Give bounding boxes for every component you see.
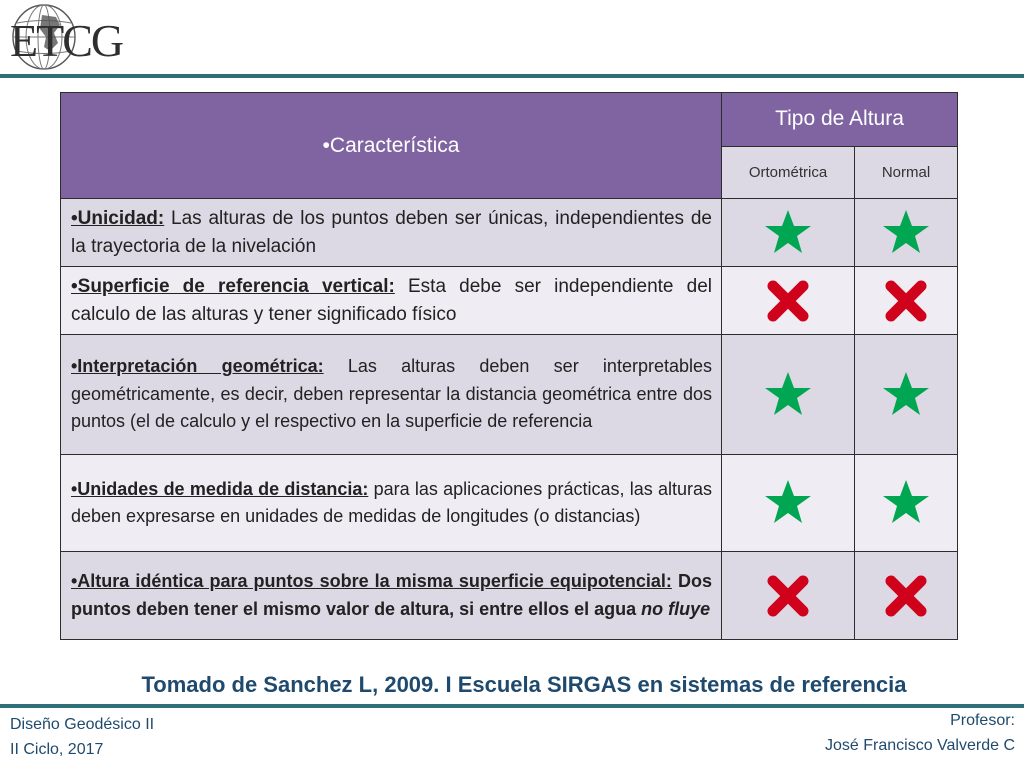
- row-description: [61, 552, 722, 640]
- row-description: [61, 267, 722, 335]
- cross-icon: [765, 278, 811, 324]
- footer-course-info: [10, 712, 154, 762]
- row-term: •Superficie de referencia vertical:: [71, 276, 395, 297]
- star-icon: [881, 208, 931, 258]
- cross-icon: [883, 278, 929, 324]
- row-term: •Unicidad:: [71, 208, 165, 229]
- table-row: [61, 552, 958, 640]
- cell-normal: [855, 335, 958, 455]
- footer-professor: [825, 708, 1015, 758]
- row-description: [61, 455, 722, 552]
- cell-orthometric: [722, 199, 855, 267]
- star-icon: [881, 370, 931, 420]
- cell-orthometric: [722, 455, 855, 552]
- course-name: Diseño Geodésico II: [10, 716, 155, 733]
- etcg-logo: [4, 3, 124, 71]
- row-text: Las alturas deben ser interpretables geométricamente, es decir, deben representar la distancia geométrica entre dos puntos (el de calculo y el respectivo en la superficie de referencia: [71, 356, 712, 432]
- table-row: [61, 335, 958, 455]
- cell-normal: [855, 199, 958, 267]
- professor-label: Profesor:: [950, 712, 1015, 729]
- row-emphasis: no fluye: [641, 598, 711, 619]
- header-orthometric: Ortométrica: [722, 146, 855, 199]
- cell-orthometric: [722, 267, 855, 335]
- table-row: [61, 267, 958, 335]
- row-term: •Altura idéntica para puntos sobre la misma superficie equipotencial:: [71, 571, 672, 591]
- star-icon: [881, 478, 931, 528]
- comparison-table: [60, 92, 958, 640]
- cell-orthometric: [722, 335, 855, 455]
- professor-name: José Francisco Valverde C: [825, 737, 1015, 754]
- table-row: [61, 199, 958, 267]
- cell-normal: [855, 455, 958, 552]
- row-description: [61, 335, 722, 455]
- cross-icon: [765, 573, 811, 619]
- row-text: Esta debe ser independiente del calculo de las alturas y tener significado físico: [71, 276, 712, 325]
- cell-orthometric: [722, 552, 855, 640]
- cell-normal: [855, 267, 958, 335]
- row-description: [61, 199, 722, 267]
- top-divider: [0, 74, 1024, 78]
- row-text: Dos puntos deben tener el mismo valor de altura, si entre ellos el agua: [71, 571, 712, 619]
- star-icon: [763, 478, 813, 528]
- star-icon: [763, 370, 813, 420]
- cell-normal: [855, 552, 958, 640]
- star-icon: [763, 208, 813, 258]
- header-height-type: Tipo de Altura: [722, 93, 958, 147]
- row-text: para las aplicaciones prácticas, las alturas deben expresarse en unidades de medidas de longitudes (o distancias): [71, 478, 712, 526]
- header-characteristic: •Característica: [61, 93, 722, 199]
- header-normal: Normal: [855, 146, 958, 199]
- source-citation: Tomado de Sanchez L, 2009. I Escuela SIRGAS en sistemas de referencia: [141, 672, 907, 697]
- row-term: •Interpretación geométrica:: [71, 356, 324, 377]
- row-term: •Unidades de medida de distancia:: [71, 478, 369, 499]
- row-text: Las alturas de los puntos deben ser únicas, independientes de la trayectoria de la nivelación: [71, 208, 712, 257]
- table-row: [61, 455, 958, 552]
- course-term: II Ciclo, 2017: [10, 741, 104, 758]
- logo-text: ETCG: [10, 15, 123, 66]
- cross-icon: [883, 573, 929, 619]
